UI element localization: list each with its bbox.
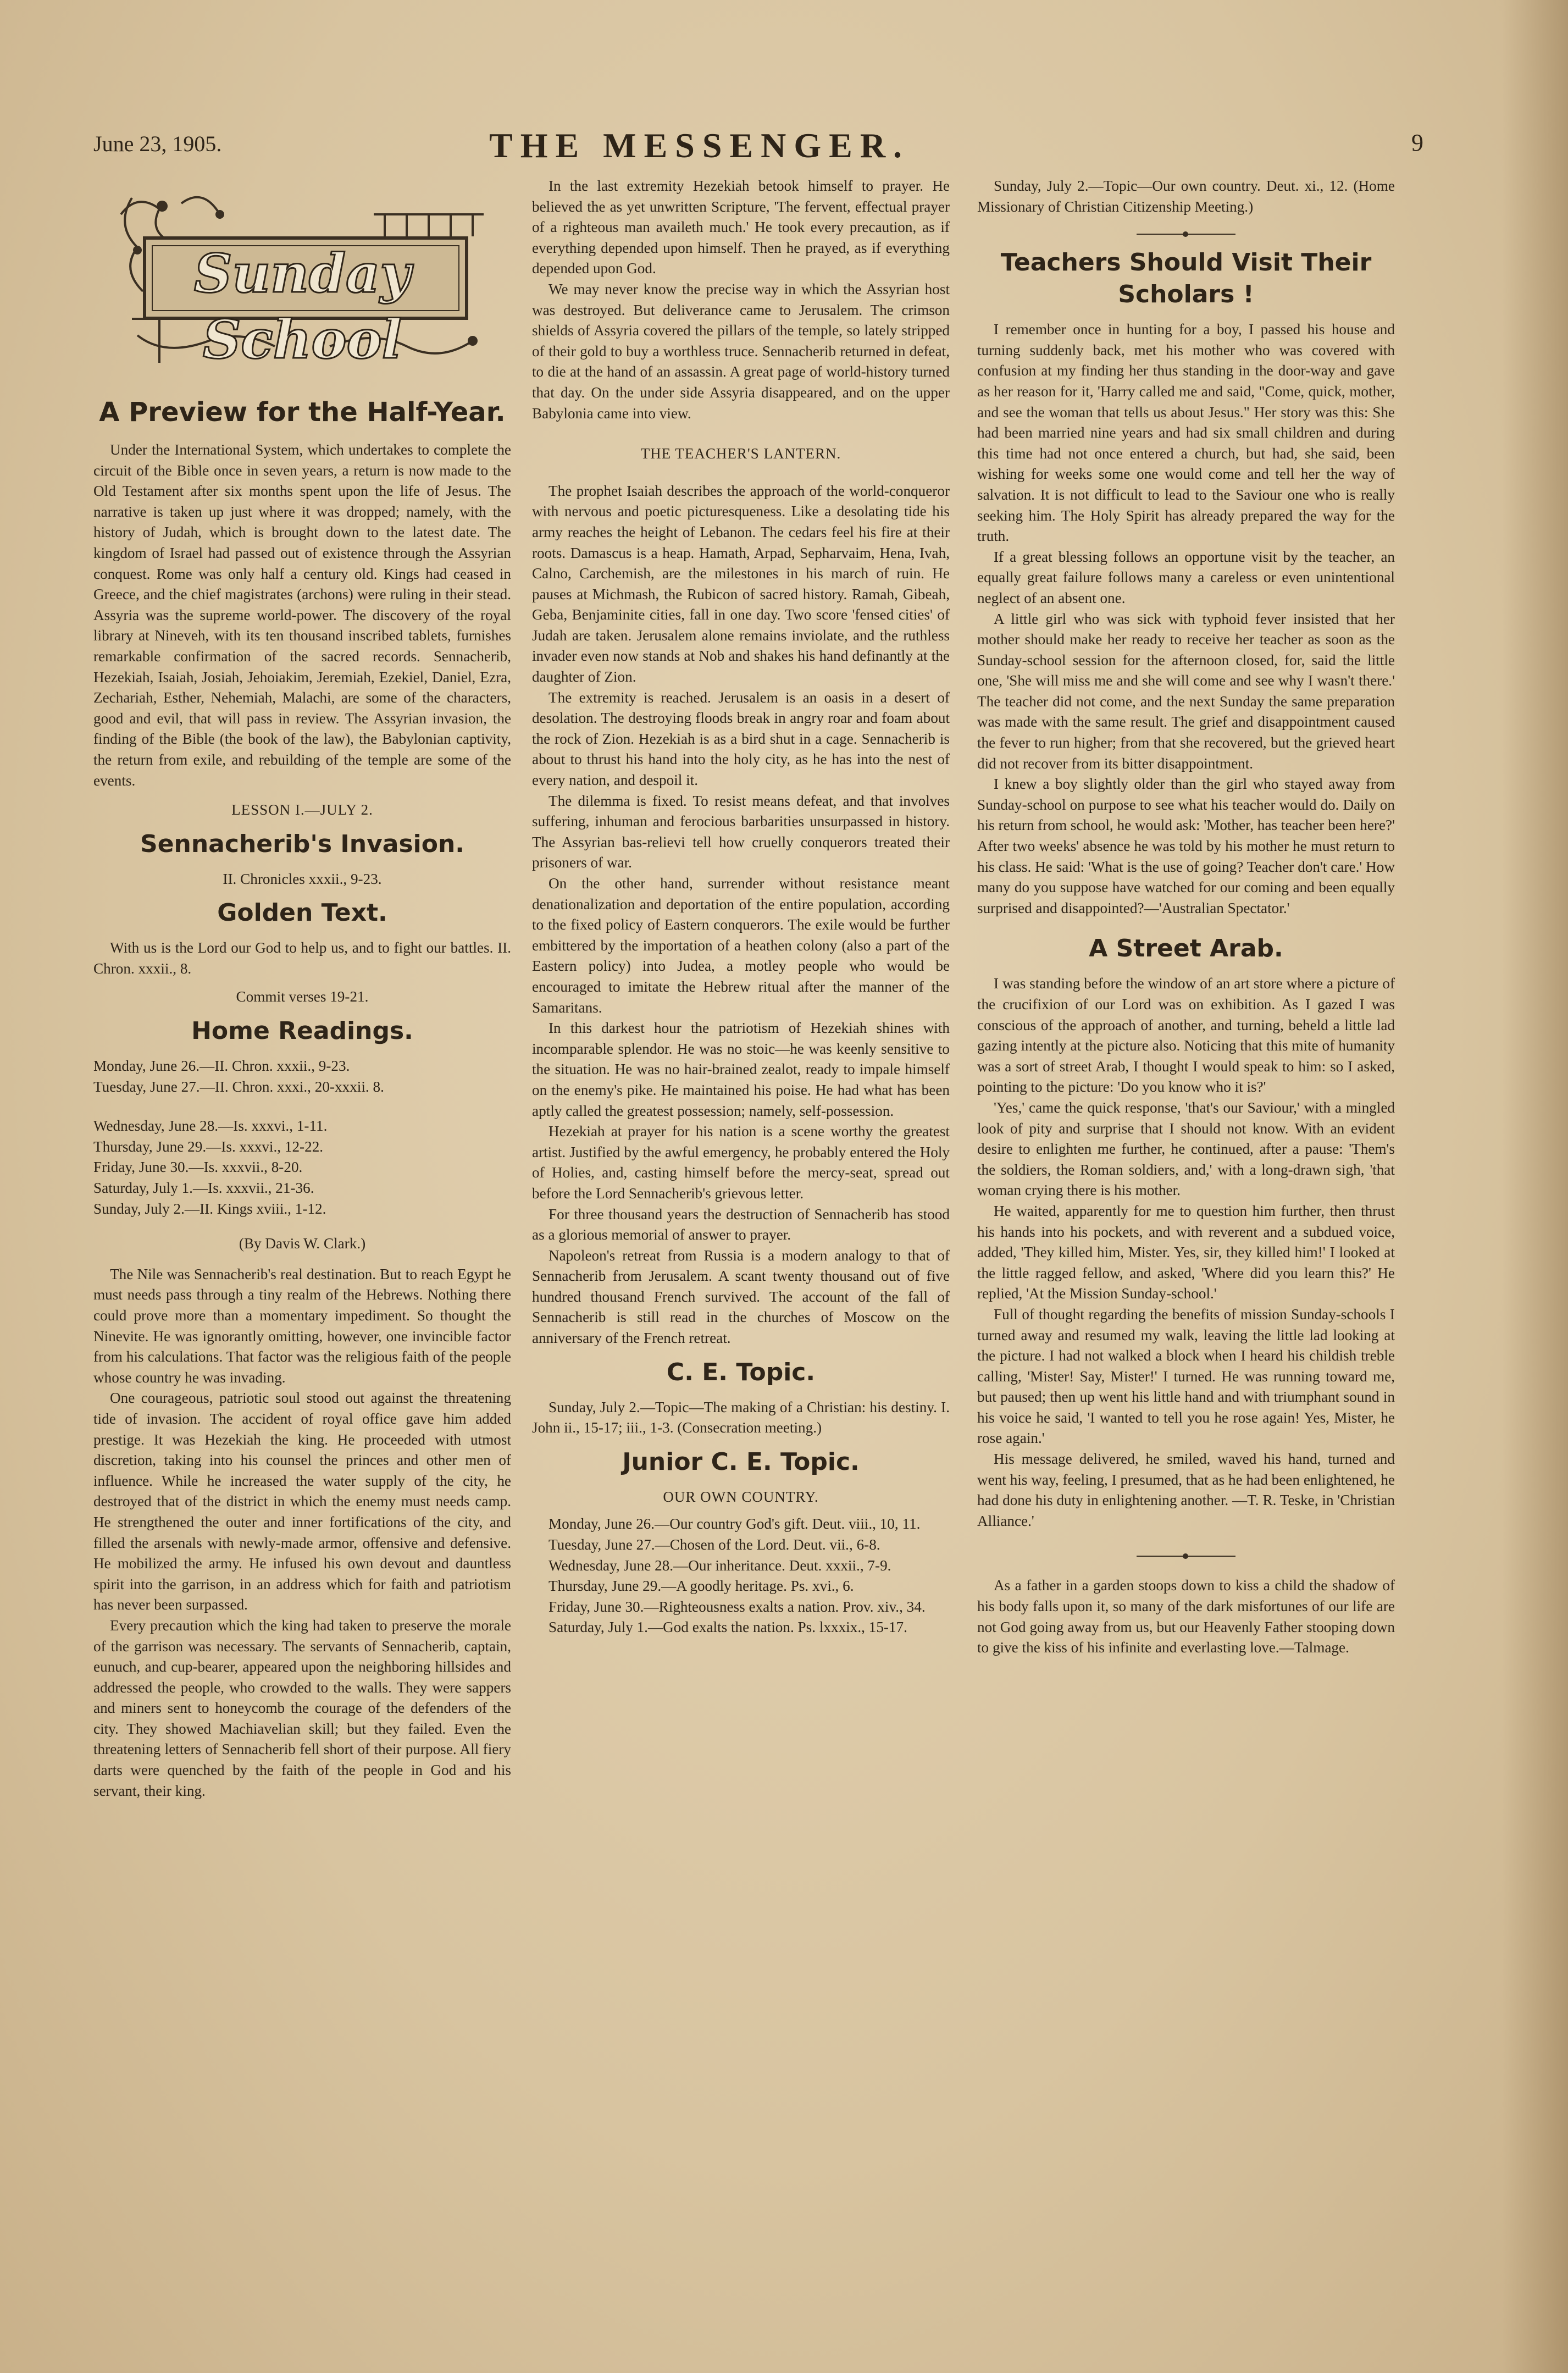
junior-item: Thursday, June 29.—A goodly heritage. Ps. xvi., 6. [548, 1578, 854, 1595]
sunday-school-logo [99, 181, 506, 379]
logo-text: Sunday School [193, 242, 411, 370]
column-middle [532, 176, 950, 2298]
body-paragraph: The extremity is reached. Jerusalem is an oasis in a desert of desolation. The destroying floods break in angry roar and foam about the rock of Zion. Hezekiah is as a bird shut in a cage. Sennacherib is about to thrust his hand into the holy city, as he has into the nest of every nation, and despoil it. [532, 689, 950, 789]
closing-paragraph: As a father in a garden stoops down to kiss a child the shadow of his body falls upon it, so many of the dark misfortunes of our life are not God going away from us, but our Heavenly Father stooping down to give the kiss of his infinite and everlasting love.—Talmage. [977, 1577, 1395, 1656]
street-arab-heading: A Street Arab. [1089, 934, 1283, 963]
junior-item: Monday, June 26.—Our country God's gift. Deut. viii., 10, 11. [548, 1515, 921, 1533]
column-left [93, 176, 511, 2287]
junior-ce-heading: Junior C. E. Topic. [622, 1447, 860, 1476]
body-paragraph: The prophet Isaiah describes the approach of the world-conqueror with nervous and poetic picturesqueness. Like a desolating tide his army reaches the height of Lebanon. The cedars feel his fire at their roots. Damascus is a heap. Hamath, Arpad, Sepharvaim, Hena, Ivah, Calno, Carchemish, are the milestones in his march of ruin. He pauses at Michmash, the Rubicon of sacred history. Ramah, Gibeah, Geba, Benjaminite cities, fall in one day. Two score 'fensed cities' of Judah are taken. Jerusalem alone remains inviolate, and the ruthless invader even now stands at Nob and shakes his hand definantly at the daughter of Zion. [532, 482, 950, 685]
page-header [93, 125, 1423, 164]
body-paragraph: He waited, apparently for me to question him further, then thrust his hands into his pockets, and with reverent and a subdued voice, added, 'They killed him, Mister. Yes, sir, they killed him!' I looked at the little ragged fellow, and asked, 'Where did you learn this?' He replied, 'At the Mission Sunday-school.' [977, 1202, 1395, 1302]
reading-item: Sunday, July 2.—II. Kings xviii., 1-12. [93, 1200, 326, 1217]
junior-item: Tuesday, June 27.—Chosen of the Lord. Deut. vii., 6-8. [548, 1536, 880, 1553]
junior-item: Wednesday, June 28.—Our inheritance. Deut. xxxii., 7-9. [548, 1557, 891, 1574]
lesson-title: Sennacherib's Invasion. [140, 829, 464, 858]
lesson-label: LESSON I.—JULY 2. [231, 801, 373, 818]
ce-topic-text: Sunday, July 2.—Topic—The making of a Christian: his destiny. I. John ii., 15-17; iii., 1-3. (Consecration meeting.) [532, 1398, 950, 1436]
reading-item: Saturday, July 1.—Is. xxxvii., 21-36. [93, 1180, 314, 1197]
page-number: 9 [1411, 129, 1423, 156]
column-right [977, 176, 1395, 2292]
body-paragraph: For three thousand years the destruction of Sennacherib has stood as a glorious memorial of answer to prayer. [532, 1205, 950, 1243]
body-paragraph: A little girl who was sick with typhoid fever insisted that her mother should make her ready to receive her teacher as soon as the Sunday-school session for the afternoon closed, for, said the little one, 'She will miss me and she will come and see why I wasn't there.' The teacher did not come, and the next Sunday the same preparation was made with the same result. The grief and disappointment caused the fever to run higher; from that she recovered, but the grieved heart did not recover from its bitter disappointment. [977, 610, 1395, 772]
junior-subheading: OUR OWN COUNTRY. [663, 1488, 819, 1505]
home-readings-heading: Home Readings. [191, 1017, 413, 1046]
body-paragraph: I knew a boy slightly older than the girl who stayed away from Sunday-school on purpose to see what his teacher would do. Daily on his return from school, he would ask: 'Mother, has teacher been here?' After two weeks' absence he was told by his mother he must return to his class. He said: 'What is the use of going? Teacher don't care.' How many do you suppose have watched for our coming and been equally surprised and disappointed?—'Australian Spectator.' [977, 776, 1395, 916]
teachers-visit-heading: Teachers Should Visit Their Scholars ! [1000, 248, 1372, 309]
reading-item: Monday, June 26.—II. Chron. xxxii., 9-23. [93, 1058, 350, 1075]
golden-text-heading: Golden Text. [217, 899, 387, 927]
body-paragraph: On the other hand, surrender without resistance meant denationalization and deportation of the entire population, according to the fixed policy of Eastern conquerors. The exile would be further embittered by the importation of a heathen colony (also a part of the Eastern policy) into Judea, a motley people who would be encouraged to imitate the Hebrew ritual after the manner of the Samaritans. [532, 875, 950, 1016]
golden-text: With us is the Lord our God to help us, and to fight our battles. II. Chron. xxxii., 8. [93, 939, 511, 977]
body-paragraph: In the last extremity Hezekiah betook himself to prayer. He believed the as yet unwritten Scripture, 'The fervent, effectual prayer of a righteous man availeth much.' He took every precaution, as if everything depended upon himself. Then he prayed, as if everything depended upon God. [532, 178, 950, 277]
body-paragraph: Full of thought regarding the benefits of mission Sunday-schools I turned away and resumed my walk, leaving the little lad looking at the picture. I had not walked a block when I heard his childish treble calling, 'Mister! Say, Mister!' I turned. He was running toward me, but paused; then up went his little hand and with triumphant sound in his voice he said, 'I wanted to tell you he rose again! Yes, Mister, he rose again.' [977, 1306, 1395, 1447]
body-paragraph: In this darkest hour the patriotism of Hezekiah shines with incomparable splendor. He was no stoic—he was keenly sensitive to the situation. He was no hair-brained zealot, ready to impale himself on the enemy's pike. He maintained his poise. He had what has been aptly called the greatest possession; namely, self-possession. [532, 1020, 950, 1119]
body-paragraph: Napoleon's retreat from Russia is a modern analogy to that of Sennacherib from Jerusalem. A scant twenty thousand out of five hundred thousand French survived. The account of the fall of Sennacherib is still read in the churches of Moscow on the anniversary of the French retreat. [532, 1247, 950, 1347]
ce-topic-heading: C. E. Topic. [666, 1358, 816, 1386]
byline: (By Davis W. Clark.) [239, 1235, 366, 1252]
body-paragraph: We may never know the precise way in which the Assyrian host was destroyed. But deliverance came to Jerusalem. The crimson shields of Assyria covered the pillars of the temple, so lately stripped of their gold to buy a worthless truce. Sennacherib returned in defeat, to die at the hand of an assassin. A great page of world-history turned that day. On the under side Assyria disappeared, and on the upper Babylonia came into view. [532, 280, 950, 422]
reading-item: Thursday, June 29.—Is. xxxvi., 12-22. [93, 1138, 324, 1155]
commit-verses: Commit verses 19-21. [236, 988, 369, 1005]
lesson-reference: II. Chronicles xxxii., 9-23. [223, 870, 382, 887]
body-paragraph: One courageous, patriotic soul stood out against the threatening tide of invasion. The accident of royal office gave him added prestige. It was Hezekiah the king. He proceeded with utmost discretion, taking into his counsel the princes and other men of influence. While he increased the water supply of the city, he destroyed that of the district in which the enemy must needs camp. He strengthened the outer and inner fortifications of the city, and filled the arsenals with newly-made armor, offensive and defensive. He mobilized the army. He infused his own devout and dauntless spirit into the garrison, in an address which for faith and patriotism has never been surpassed. [93, 1390, 511, 1613]
reading-item: Wednesday, June 28.—Is. xxxvi., 1-11. [93, 1118, 328, 1135]
body-paragraph: I remember once in hunting for a boy, I passed his house and turning suddenly back, met his mother who was covered with confusion at my finding her thus standing in the door-way and gave as her reason for it, 'Harry called me and said, "Come, quick, mother, and see the woman that tells us about Jesus." Her story was this: She had been married nine years and had six small children and during this time had not once entered a church, but had, she said, been wishing for weeks some one would come and tell her the way of salvation. It is not difficult to lead to the Saviour one who is really seeking him. The Holy Spirit has already prepared the way for the truth. [977, 321, 1395, 545]
reading-item: Friday, June 30.—Is. xxxvii., 8-20. [93, 1159, 303, 1176]
page-edge-shadow [1502, 0, 1568, 2373]
body-paragraph: I was standing before the window of an art store where a picture of the crucifixion of our Lord was on exhibition. As I gazed I was conscious of the approach of another, and turning, beheld a little lad gazing intently at the picture also. Noticing that this mite of humanity was a sort of street Arab, I thought I would speak to him: so I asked, pointing to the picture: 'Do you know who it is?' [977, 975, 1395, 1096]
body-paragraph: His message delivered, he smiled, waved his hand, turned and went his way, feeling, I presumed, that as he had been enlightened, he had done his duty in enlightening another. —T. R. Teske, in 'Christian Alliance.' [977, 1451, 1395, 1529]
body-paragraph: Every precaution which the king had taken to preserve the morale of the garrison was necessary. The servants of Sennacherib, captain, eunuch, and cup-bearer, appeared upon the neighboring hillsides and addressed the people, who crowded to the walls. They were sappers and miners sent to honeycomb the courage of the defenders of the city. They showed Machiavelian skill; but they failed. Even the threatening letters of Sennacherib fell short of their purpose. All fiery darts were quenched by the faith of the people in God and his servant, their king. [93, 1617, 511, 1799]
preview-heading: A Preview for the Half-Year. [99, 397, 506, 428]
masthead-title: THE MESSENGER. [489, 126, 910, 165]
body-paragraph: The dilemma is fixed. To resist means defeat, and that involves suffering, inhuman and ferocious barbarities unsurpassed in history. The Assyrian bas-relievi tell how cruelly conquerors treated their prisoners of war. [532, 792, 950, 871]
issue-date: June 23, 1905. [93, 131, 222, 156]
preview-paragraph: Under the International System, which undertakes to complete the circuit of the Bible once in seven years, a return is now made to the Old Testament after six months spent upon the life of Jesus. The narrative is taken up just where it was dropped; namely, with the history of Judah, which is brought down to the latest date. The kingdom of Israel had passed out of existence through the Assyrian conquest. Rome was only half a century old. Kings had ceased in Greece, and the chief magistrates (archons) were ruling in their stead. Assyria was the supreme world-power. The discovery of the royal library at Nineveh, with its ten thousand inscribed tablets, furnishes remarkable confirmation of the sacred records. Sennacherib, Hezekiah, Isaiah, Josiah, Jehoiakim, Jeremiah, Ezekiel, Daniel, Ezra, Zechariah, Esther, Nehemiah, Malachi, are some of the characters, good and evil, that will pass in review. The Assyrian invasion, the finding of the Bible (the book of the law), the Babylonian captivity, the return from exile, and rebuilding of the temple are some of the events. [93, 441, 511, 789]
junior-item: Saturday, July 1.—God exalts the nation. Ps. lxxxix., 15-17. [548, 1619, 907, 1636]
reading-item: Tuesday, June 27.—II. Chron. xxxi., 20-xxxii. 8. [93, 1078, 384, 1095]
topic-item: Sunday, July 2.—Topic—Our own country. Deut. xi., 12. (Home Missionary of Christian Citizenship Meeting.) [977, 178, 1395, 215]
body-paragraph: Hezekiah at prayer for his nation is a scene worthy the greatest artist. Justified by the awful emergency, he probably entered the Holy of Holies, and, casting himself before the mercy-seat, spread out before the Lord Sennacherib's grievous letter. [532, 1123, 950, 1202]
junior-item: Friday, June 30.—Righteousness exalts a nation. Prov. xiv., 34. [548, 1598, 926, 1615]
section-divider [1137, 1556, 1235, 1557]
body-paragraph: If a great blessing follows an opportune visit by the teacher, an equally great failure follows many a careless or even unintentional neglect of an absent one. [977, 548, 1395, 606]
section-divider [1137, 234, 1235, 235]
body-paragraph: The Nile was Sennacherib's real destination. But to reach Egypt he must needs pass through a tiny realm of the Hebrews. Nothing there could prove more than a momentary impediment. So thought the Ninevite. He was ignorantly omitting, however, one invincible factor from his calculations. That factor was the religious faith of the people whose country he was invading. [93, 1265, 511, 1386]
body-paragraph: 'Yes,' came the quick response, 'that's our Saviour,' with a mingled look of pity and surprise that I should not know. With an evident desire to enlighten me further, he continued, after a pause: 'Them's the soldiers, the Roman soldiers, and,' with a long-drawn sigh, 'that woman crying there is his mother. [977, 1099, 1395, 1199]
teachers-lantern-heading: THE TEACHER'S LANTERN. [640, 445, 841, 462]
